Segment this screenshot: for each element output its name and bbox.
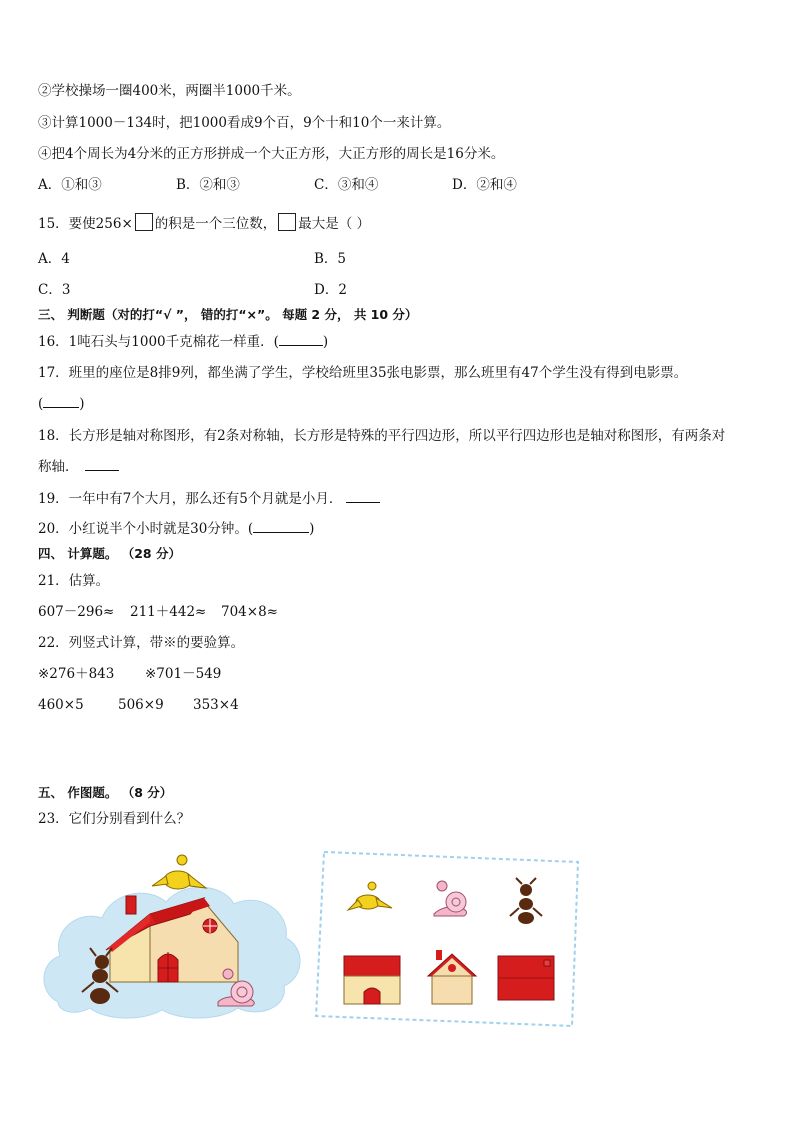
- q15-option-d: D．2: [314, 282, 347, 298]
- q14-option-d: D．②和④: [452, 177, 517, 193]
- q15-middle: 的积是一个三位数，: [154, 216, 277, 232]
- q15-suffix: 最大是（ ）: [298, 216, 371, 232]
- q17-answer: [38, 395, 85, 413]
- q22-item: 460×5: [38, 697, 84, 713]
- bird: [152, 855, 206, 889]
- q22-item: ※276＋843: [38, 666, 115, 682]
- q20: [38, 520, 314, 538]
- q21: 21．估算。: [38, 573, 110, 589]
- answer-blank[interactable]: [253, 520, 309, 533]
- answer-blank[interactable]: [43, 395, 79, 408]
- section-4-heading: 四、 计算题。 （28 分）: [38, 546, 181, 561]
- q14-item-3: ③计算1000－134时，把1000看成9个百，9个十和10个一来计算。: [38, 115, 451, 131]
- q21-item: 211＋442≈: [130, 604, 207, 620]
- q17-open: (: [38, 396, 44, 412]
- q17: 17．班里的座位是8排9列，都坐满了学生，学校给班里35张电影票，那么班里有47个学生没有得到电影票。: [38, 365, 688, 381]
- q21-item: 704×8≈: [221, 604, 278, 620]
- q14-option-c: C．③和④: [314, 177, 379, 193]
- q15-option-b: B．5: [314, 251, 347, 267]
- q16-close: ): [322, 334, 329, 350]
- q22-item: 506×9: [118, 697, 164, 713]
- section-3-heading: 三、 判断题（对的打“√ ”， 错的打“×”。 每题 2 分， 共 10 分）: [38, 307, 418, 322]
- q23: 23．它们分别看到什么？: [38, 811, 191, 827]
- answer-blank[interactable]: [85, 458, 119, 471]
- q22-item: 353×4: [193, 697, 239, 713]
- q21-item: 607－296≈: [38, 604, 115, 620]
- house-top-view: [498, 956, 554, 1000]
- q19: [38, 490, 380, 508]
- house-front-view: [344, 956, 400, 1004]
- section-5-heading: 五、 作图题。 （8 分）: [38, 785, 173, 800]
- q18-line-2: [38, 458, 119, 476]
- q19-text: 19．一年中有7个大月，那么还有5个月就是小月．: [38, 491, 343, 507]
- q20-text: 20．小红说半个小时就是30分钟。(: [38, 521, 254, 537]
- q14-option-a: A．①和③: [38, 177, 102, 193]
- answer-box[interactable]: [135, 213, 153, 231]
- house-scene-illustration: [38, 852, 306, 1020]
- q16-text: 16．1吨石头与1000千克棉花一样重．(: [38, 334, 279, 350]
- q15-prefix: 15．要使256×: [38, 216, 133, 232]
- q15-option-a: A．4: [38, 251, 70, 267]
- q15-option-c: C．3: [38, 282, 71, 298]
- q14-item-4: ④把4个周长为4分米的正方形拼成一个大正方形，大正方形的周长是16分米。: [38, 146, 505, 162]
- answer-blank[interactable]: [279, 333, 323, 346]
- views-card-illustration: [308, 846, 588, 1036]
- q20-close: ): [309, 521, 315, 537]
- q14-option-b: B．②和③: [176, 177, 240, 193]
- q18-line-1: 18．长方形是轴对称图形，有2条对称轴，长方形是特殊的平行四边形，所以平行四边形也是轴对称图形，有两条对: [38, 428, 726, 444]
- q14-item-2: ②学校操场一圈400米，两圈半1000千米。: [38, 83, 301, 99]
- q22-item: ※701－549: [145, 666, 222, 682]
- q15-question: [38, 213, 370, 233]
- q18-text: 称轴．: [38, 459, 79, 475]
- answer-blank[interactable]: [346, 490, 380, 503]
- q16: [38, 333, 328, 351]
- q22: 22．列竖式计算，带※的要验算。: [38, 635, 245, 651]
- q17-close: ): [79, 396, 85, 412]
- answer-box[interactable]: [278, 213, 296, 231]
